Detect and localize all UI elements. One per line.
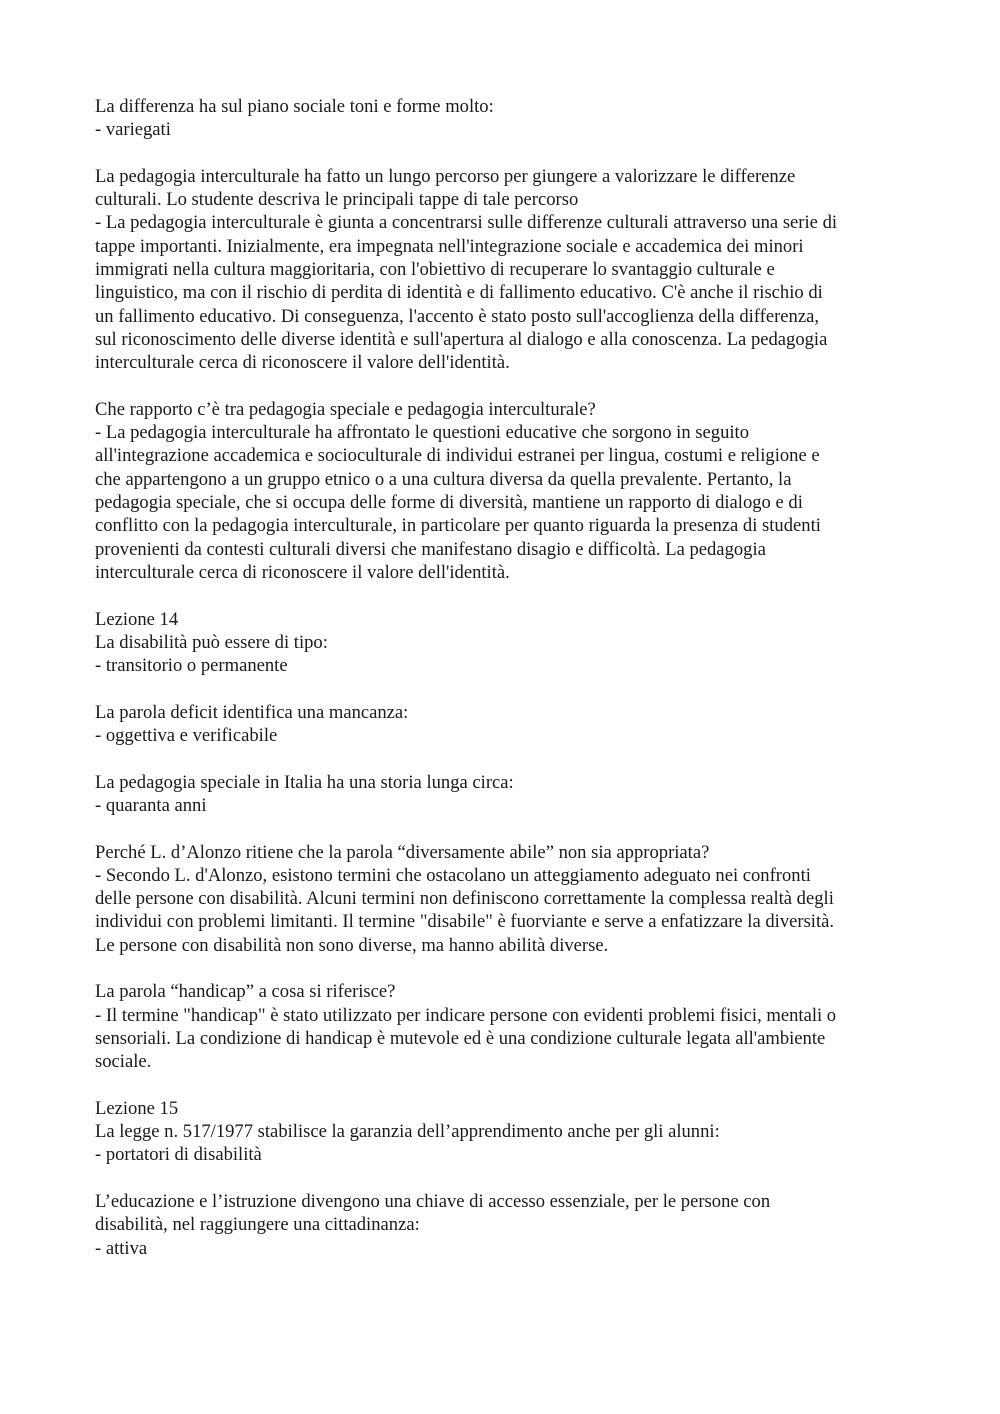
text-line: - Il termine "handicap" è stato utilizzato per indicare persone con evidenti problemi fisici, mentali o [95, 1004, 837, 1026]
paragraph-pedagogia-interculturale-percorso [95, 165, 910, 375]
text-line: - La pedagogia interculturale è giunta a concentrarsi sulle differenze culturali attraverso una serie di [95, 212, 838, 234]
text-line: pedagogia speciale, che si occupa delle forme di diversità, mantiene un rapporto di dialogo e di [95, 492, 803, 514]
text-line: - La pedagogia interculturale ha affrontato le questioni educative che sorgono in seguito [95, 422, 750, 444]
paragraph-rapporto-pedagogia [95, 398, 910, 584]
text-line: interculturale cerca di riconoscere il valore dell'identità. [95, 352, 510, 374]
text-line: La disabilità può essere di tipo: [95, 631, 328, 653]
paragraph-differenza [95, 95, 910, 142]
text-line: La differenza ha sul piano sociale toni e forme molto: [95, 96, 494, 117]
paragraph-deficit [95, 701, 910, 748]
text-line: Perché L. d’Alonzo ritiene che la parola “diversamente abile” non sia appropriata? [95, 841, 710, 863]
text-line: - oggettiva e verificabile [95, 725, 278, 747]
paragraph-lezione-15 [95, 1097, 910, 1167]
text-line: Le persone con disabilità non sono diverse, ma hanno abilità diverse. [95, 934, 609, 956]
text-line: - Secondo L. d'Alonzo, esistono termini che ostacolano un atteggiamento adeguato nei confronti [95, 864, 811, 886]
paragraph-dalonzo [95, 841, 910, 957]
text-line: disabilità, nel raggiungere una cittadinanza: [95, 1214, 420, 1236]
paragraph-lezione-14 [95, 608, 910, 678]
document-page [95, 95, 910, 1260]
text-line: - variegati [95, 119, 171, 141]
text-line: culturali. Lo studente descriva le principali tappe di tale percorso [95, 189, 579, 211]
text-line: La parola deficit identifica una mancanza: [95, 701, 409, 723]
text-line: Che rapporto c’è tra pedagogia speciale e pedagogia interculturale? [95, 398, 596, 420]
text-line: interculturale cerca di riconoscere il valore dell'identità. [95, 561, 510, 583]
text-line: - transitorio o permanente [95, 655, 288, 677]
text-line: La pedagogia interculturale ha fatto un lungo percorso per giungere a valorizzare le differenze [95, 165, 796, 187]
text-line: linguistico, ma con il rischio di perdita di identità e di fallimento educativo. C'è anche il rischio di [95, 282, 823, 304]
lesson-heading: Lezione 14 [95, 608, 179, 630]
text-line: sul riconoscimento delle diverse identità e sull'apertura al dialogo e alla conoscenza. La pedagogia [95, 328, 828, 350]
paragraph-educazione [95, 1190, 910, 1260]
text-line: individui con problemi limitanti. Il termine "disabile" è fuorviante e serve a enfatizzare la diversità. [95, 911, 835, 933]
text-line: tappe importanti. Inizialmente, era impegnata nell'integrazione sociale e accademica dei minori [95, 235, 804, 257]
text-line: sociale. [95, 1051, 152, 1073]
text-line: provenienti da contesti culturali diversi che manifestano disagio e difficoltà. La pedagogia [95, 538, 766, 560]
text-line: - attiva [95, 1237, 148, 1259]
text-line: conflitto con la pedagogia interculturale, in particolare per quanto riguarda la presenza di studenti [95, 515, 821, 537]
text-line: che appartengono a un gruppo etnico o a una cultura diversa da quella prevalente. Pertanto, la [95, 468, 792, 490]
text-line: La parola “handicap” a cosa si riferisce? [95, 981, 396, 1003]
text-line: La legge n. 517/1977 stabilisce la garanzia dell’apprendimento anche per gli alunni: [95, 1121, 720, 1143]
text-line: sensoriali. La condizione di handicap è mutevole ed è una condizione culturale legata all'ambiente [95, 1027, 826, 1049]
text-line: - portatori di disabilità [95, 1144, 262, 1166]
text-line: L’educazione e l’istruzione divengono una chiave di accesso essenziale, per le persone con [95, 1190, 771, 1212]
paragraph-handicap [95, 980, 910, 1073]
text-line: delle persone con disabilità. Alcuni termini non definiscono correttamente la complessa realtà degli [95, 888, 834, 910]
text-line: un fallimento educativo. Di conseguenza, l'accento è stato posto sull'accoglienza della differenza, [95, 305, 819, 327]
text-line: La pedagogia speciale in Italia ha una storia lunga circa: [95, 771, 514, 793]
paragraph-storia-pedagogia [95, 771, 910, 818]
text-line: - quaranta anni [95, 794, 207, 816]
lesson-heading: Lezione 15 [95, 1097, 179, 1119]
text-line: all'integrazione accademica e socioculturale di individui estranei per lingua, costumi e religione e [95, 445, 820, 467]
text-line: immigrati nella cultura maggioritaria, con l'obiettivo di recuperare lo svantaggio culturale e [95, 259, 775, 281]
